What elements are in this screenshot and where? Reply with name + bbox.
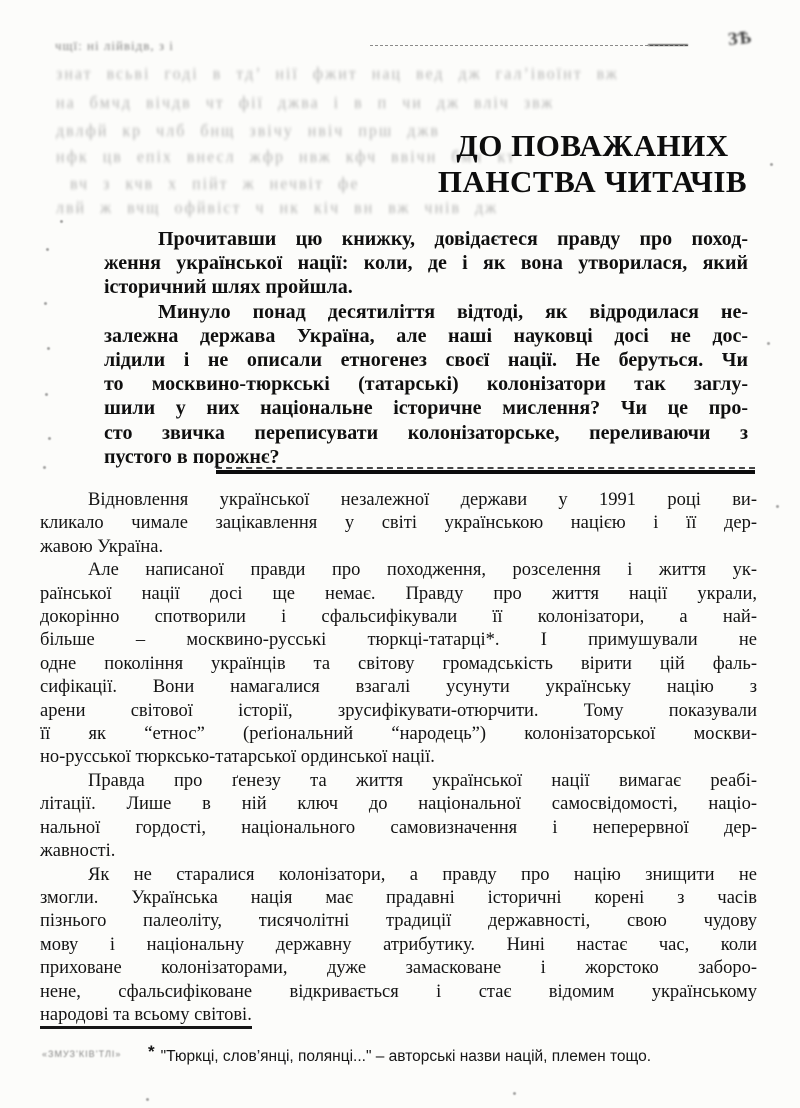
text-line: сифікації. Вони намагалися взагалі усунути українську націю з [40,677,757,698]
heading-line-2: ПАНСТВА ЧИТАЧІВ [437,164,748,199]
text-line: Але написаної правди про походження, розселення і життя ук- [88,560,757,581]
text-line: Відновлення української незалежної держави у 1991 році ви- [88,490,757,510]
text-line: лідили і не описали етногенез своєї нації. Не беруться. Чи [104,349,748,372]
text-line: Минуло понад десятиліття відтоді, як відродилася не- [158,300,748,323]
text-line: Прочитавши цю книжку, довідаєтеся правду про поход- [158,228,748,250]
text-line: сто звичка переписувати колонізаторське, переливаючи з [104,421,748,444]
text-line: нене, сфальсифіковане відкривається і стає відомим українському [40,981,757,1002]
text-line: залежна держава Україна, але наші науковці досі не дос- [104,324,748,347]
body-text-block [40,489,757,1027]
page-number-smudge: ЗѢ [726,26,753,50]
divider-dashed-line [216,467,755,469]
text-line: арени світової історії, зрусифікувати-отюрчити. Тому показували [40,700,757,721]
text-line: пустого в порожнє? [104,445,280,468]
text-line: мову і національну державну атрибутику. Нині настає час, коли [40,934,757,955]
intro-block [104,227,748,469]
bleed-through-line: лвй ж вчщ офйвіст ч нк кіч вн вж чнів дж [56,199,499,218]
footnote [40,1042,757,1067]
text-line: но-русської тюрксько-татарської ординської нації. [40,747,435,768]
bottom-left-ink-smudge: «ЗМУЗ’КІВ’ТЛІ» [42,1049,122,1059]
text-line: то москвино-тюркські (татарські) колонізатори так заглу- [104,373,748,396]
text-line: ження української нації: коли, де і як вона утворилася, який [104,252,748,275]
text-line: жавою Україна. [40,536,164,557]
bleed-through-line: вч з кчв х пійт ж нечвіт фе [70,175,360,194]
bleed-through-line: на бмчд вічдв чт фії джва і в п чи дж вліч звж [56,94,555,113]
text-line: шили у них національне історичне мислення? Чи це про- [104,397,748,420]
section-divider [216,467,755,474]
heading-line-1: ДО ПОВАЖАНИХ [456,128,729,163]
text-line: докорінно спотворили і сфальсифікували її колонізатори, а най- [40,607,757,628]
text-line: більше – москвино-русські тюркці-татарці*. І примушували не [40,630,757,651]
top-left-ink-smudge: чщї: ні лійвідв, з і [55,38,174,53]
divider-solid-line [216,470,755,474]
text-line: приховане колонізаторами, дуже замасковане і жорстоко заборо- [40,958,757,979]
text-line: жавності. [40,841,116,862]
bleed-through-line: нфк цв епіх внесл жфр нвж кфч ввічн бмч кт [56,148,516,167]
text-line [40,1004,757,1027]
text-line: Як не старалися колонізатори, а правду про націю знищити не [88,864,757,885]
bleed-through-line: знат всьві годі в тд’ нії фжит нац вед дж гал’івоїнт вж [56,65,619,84]
chapter-heading [415,128,770,200]
underlined-phrase: народові та всьому світові. [40,1005,252,1029]
bleed-through-line: двлфй кр члб бнщ звічу нвіч прш джв [56,122,440,141]
text-line: літації. Лише в ній ключ до національної самосвідомості, націо- [40,794,757,815]
text-line: історичний шлях пройшла. [104,276,353,299]
text-line: одне покоління українців та світову громадськість вірити цій фаль- [40,653,757,674]
text-line: пізнього палеоліту, тисячолітні традиції державності, свою чудову [40,911,757,932]
footnote-text: "Тюркці, слов’янці, полянці..." – авторські назви націй, племен тощо. [160,1048,652,1065]
text-line: раїнської нації досі ще немає. Правду про життя нації украли, [40,583,757,604]
text-line: її як “етнос” (реґіональний “народець”) колонізаторської москви- [40,724,757,745]
text-line: Правда про ґенезу та життя української нації вимагає реабі- [88,770,757,791]
text-line: нальної гордості, національного самовизначення і неперервної дер- [40,817,757,838]
text-line: кликало чимале зацікавлення у світі українською нацією і її дер- [40,513,757,534]
footnote-marker: * [148,1042,155,1061]
text-line: змогли. Українська нація має прадавні історичні корені з часів [40,887,757,908]
